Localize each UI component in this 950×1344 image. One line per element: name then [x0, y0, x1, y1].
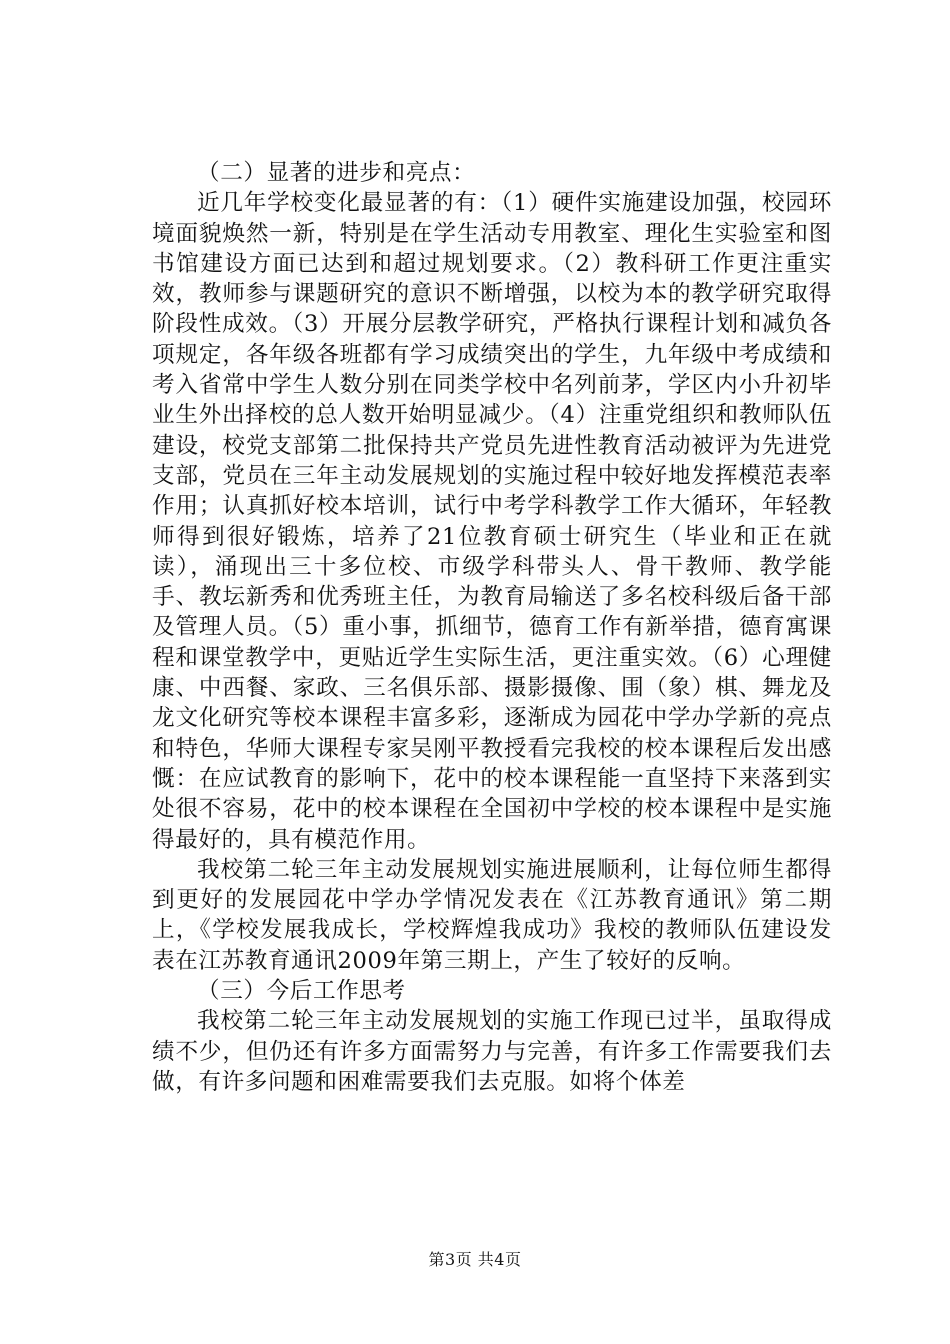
section-heading-progress: （二）显著的进步和亮点：	[197, 160, 476, 186]
paragraph-future-work: 我校第二轮三年主动发展规划的实施工作现已过半，虽取得成绩不少，但仍还有许多方面需努力与完善，有许多工作需要我们去做，有许多问题和困难需要我们去克服。如将个体差	[152, 1008, 832, 1095]
section-heading-future: （三）今后工作思考	[197, 978, 406, 1005]
document-body	[152, 158, 832, 1097]
paragraph-achievements: 近几年学校变化最显著的有：（1）硬件实施建设加强，校园环境面貌焕然一新，特别是在学生活动专用教室、理化生实验室和图书馆建设方面已达到和超过规划要求。（2）教科研工作更注重实效，教师参与课题研究的意识不断增强，以校为本的教学研究取得阶段性成效。（3）开展分层教学研究，严格执行课程计划和减负各项规定，各年级各班都有学习成绩突出的学生，九年级中考成绩和考入省常中学生人数分别在同类学校中名列前茅，学区内小升初毕业生外出择校的总人数开始明显减少。（4）注重党组织和教师队伍建设，校党支部第二批保持共产党员先进性教育活动被评为先进党支部，党员在三年主动发展规划的实施过程中较好地发挥模范表率作用；认真抓好校本培训，试行中考学科教学工作大循环，年轻教师得到很好锻炼，培养了21位教育硕士研究生（毕业和正在就读），涌现出三十多位校、市级学科带头人、骨干教师、教学能手、教坛新秀和优秀班主任，为教育局输送了多名校科级后备干部及管理人员。（5）重小事，抓细节，德育工作有新举措，德育寓课程和课堂教学中，更贴近学生实际生活，更注重实效。（6）心理健康、中西餐、家政、三名俱乐部、摄影摄像、围（象）棋、舞龙及龙文化研究等校本课程丰富多彩，逐渐成为园花中学办学新的亮点和特色，华师大课程专家吴刚平教授看完我校的校本课程后发出感慨：在应试教育的影响下，花中的校本课程能一直坚持下来落到实处很不容易，花中的校本课程在全国初中学校的校本课程中是实施得最好的，具有模范作用。	[152, 190, 832, 853]
page-number-footer: 第3页 共4页	[428, 1250, 522, 1269]
paragraph-publication: 我校第二轮三年主动发展规划实施进展顺利，让每位师生都得到更好的发展园花中学办学情况发表在《江苏教育通讯》第二期上，《学校发展我成长，学校辉煌我成功》我校的教师队伍建设发表在江苏教育通讯2009年第三期上，产生了较好的反响。	[152, 856, 832, 974]
